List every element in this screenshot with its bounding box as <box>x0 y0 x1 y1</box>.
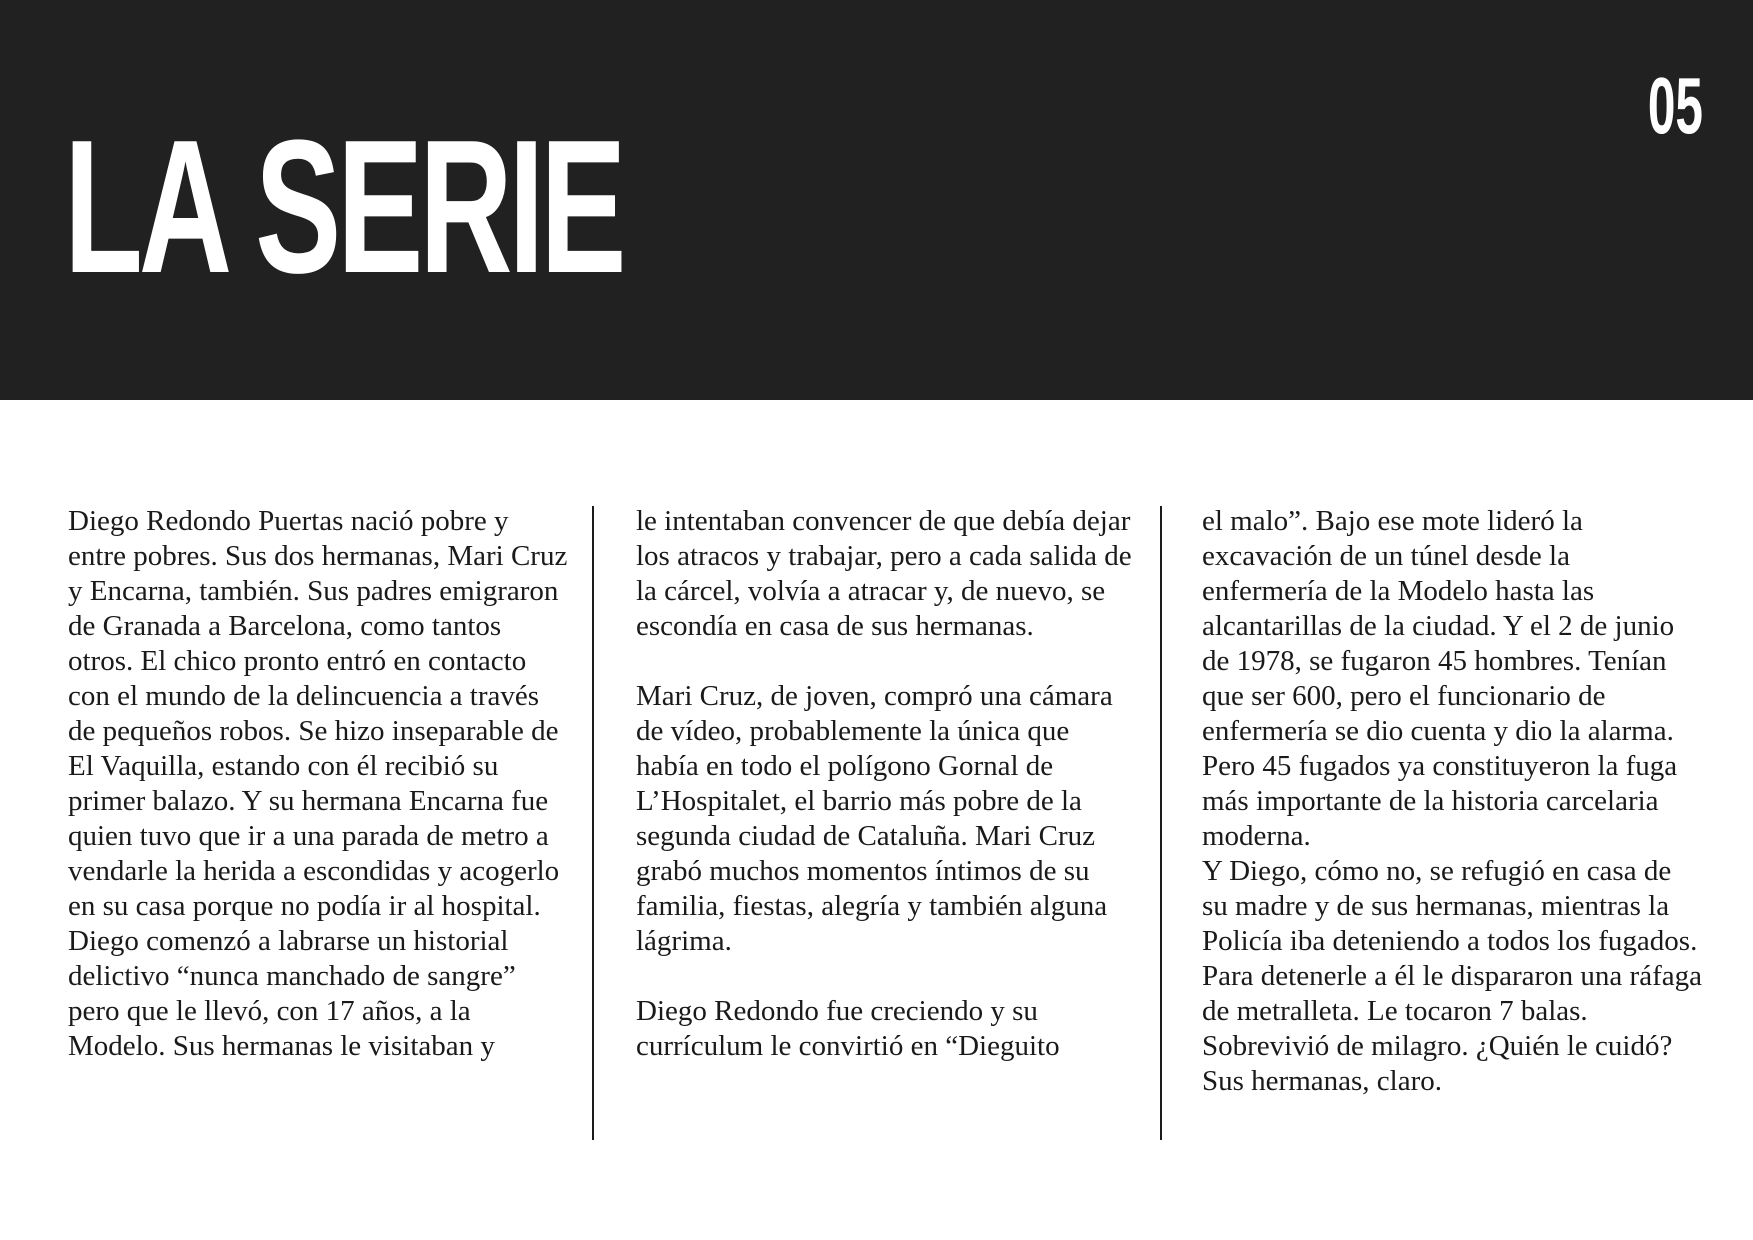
column-1 <box>68 504 568 1064</box>
column-2 <box>636 504 1136 1064</box>
paragraph: el malo”. Bajo ese mote lideró la excavación de un túnel desde la enfermería de la Modelo hasta las alcantarillas de la ciudad. Y el 2 de junio de 1978, se fugaron 45 hombres. Tenían que ser 600, pero el funcionario de enfermería se dio cuenta y dio la alarma. Pero 45 fugados ya constituyeron la fuga más importante de la historia carcelaria moderna. <box>1202 505 1678 852</box>
column-divider <box>1160 506 1162 1140</box>
paragraph: le intentaban convencer de que debía dejar los atracos y trabajar, pero a cada salida de la cárcel, volvía a atracar y, de nuevo, se escondía en casa de sus hermanas. <box>636 505 1132 642</box>
page-title: LA SERIE <box>64 101 623 313</box>
paragraph: Diego comenzó a labrarse un historial delictivo “nunca manchado de sangre” pero que le llevó, con 17 años, a la Modelo. Sus hermanas le visitaban y <box>68 925 516 1062</box>
paragraph: Y Diego, cómo no, se refugió en casa de su madre y de sus hermanas, mientras la Policía iba deteniendo a todos los fugados. Para detenerle a él le dispararon una ráfaga de metralleta. Le tocaron 7 balas. Sobrevivió de milagro. ¿Quién le cuidó? Sus hermanas, claro. <box>1202 855 1702 1097</box>
column-divider <box>592 506 594 1140</box>
paragraph: Mari Cruz, de joven, compró una cámara de vídeo, probablemente la única que había en todo el polígono Gornal de L’Hospitalet, el barrio más pobre de la segunda ciudad de Cataluña. Mari Cruz grabó muchos momentos íntimos de su familia, fiestas, alegría y también alguna lágrima. <box>636 680 1113 957</box>
article-body <box>68 504 1702 1144</box>
column-3 <box>1202 504 1702 1099</box>
paragraph: Diego Redondo Puertas nació pobre y entre pobres. Sus dos hermanas, Mari Cruz y Encarna, también. Sus padres emigraron de Granada a Barcelona, como tantos otros. El chico pronto entró en contacto con el mundo de la delincuencia a través de pequeños robos. Se hizo inseparable de El Vaquilla, estando con él recibió su primer balazo. Y su hermana Encarna fue quien tuvo que ir a una parada de metro a vendarle la herida a escondidas y acogerlo en su casa porque no podía ir al hospital. <box>68 505 568 922</box>
page-number: 05 <box>1647 61 1703 150</box>
header-banner <box>0 0 1753 400</box>
paragraph: Diego Redondo fue creciendo y su currículum le convirtió en “Dieguito <box>636 995 1060 1062</box>
